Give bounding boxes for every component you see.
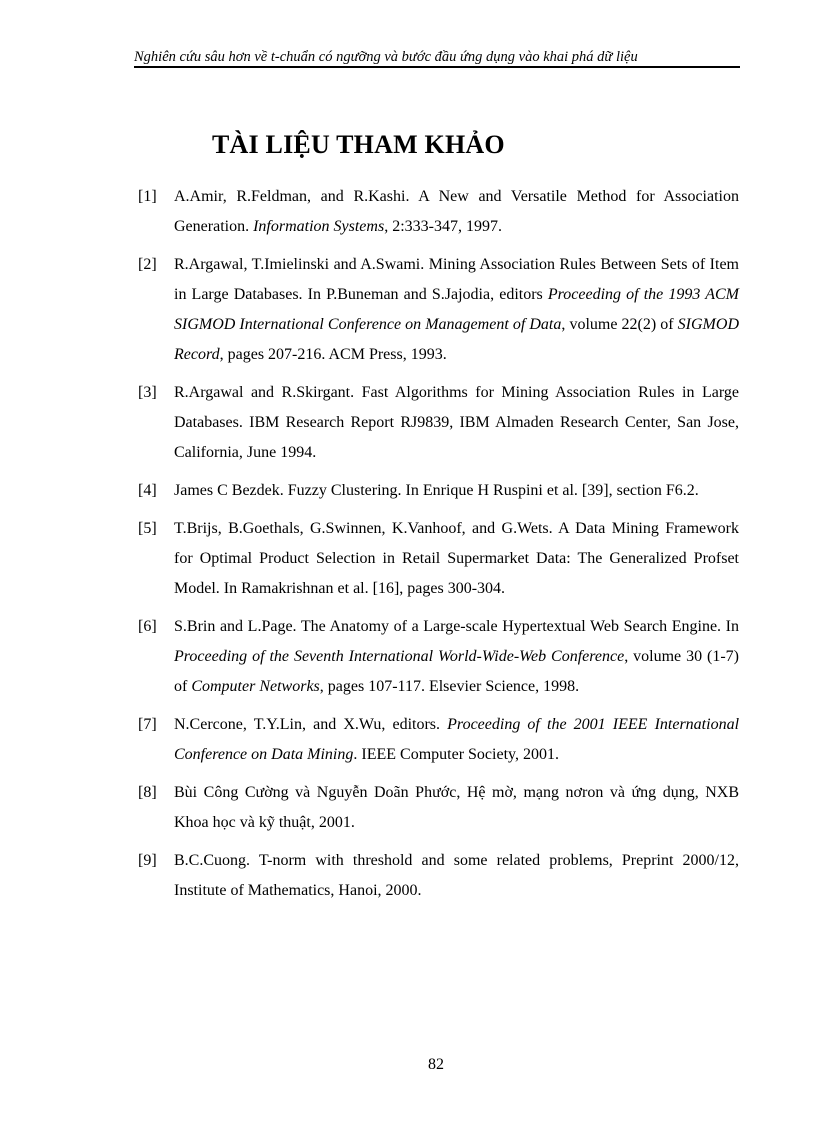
reference-number: [6] <box>138 618 157 635</box>
reference-text: Bùi Công Cường và Nguyễn Doãn Phước, Hệ mờ, mạng nơron và ứng dụng, NXB Khoa học và kỹ thuật, 2001. <box>174 784 739 831</box>
reference-italic-text: Computer Networks <box>191 678 320 695</box>
reference-item <box>138 846 739 906</box>
reference-text: R.Argawal, T.Imielinski and A.Swami. Mining Association Rules Between Sets of Item in Large Databases. In P.Buneman and S.Jajodia, editors <box>174 256 739 303</box>
reference-item <box>138 476 739 506</box>
reference-italic-text: Proceeding of the Seventh International World-Wide-Web Conference <box>174 648 625 665</box>
reference-italic-text: SIGMOD Record <box>174 316 739 363</box>
reference-list <box>138 182 739 914</box>
reference-text: T.Brijs, B.Goethals, G.Swinnen, K.Vanhoof, and G.Wets. A Data Mining Framework for Optimal Product Selection in Retail Supermarket Data: The Generalized Profset Model. In Ramakrishnan et al. [16], pages 300-304. <box>174 520 739 597</box>
reference-text: S.Brin and L.Page. The Anatomy of a Large-scale Hypertextual Web Search Engine. In <box>174 618 739 635</box>
reference-text: , volume 30 (1-7) of <box>174 648 739 695</box>
reference-text: R.Argawal and R.Skirgant. Fast Algorithms for Mining Association Rules in Large Databases. IBM Research Report RJ9839, IBM Almaden Research Center, San Jose, California, June 1994. <box>174 384 739 461</box>
reference-text: N.Cercone, T.Y.Lin, and X.Wu, editors. <box>174 716 448 733</box>
reference-number: [1] <box>138 188 157 205</box>
reference-number: [5] <box>138 520 157 537</box>
reference-item <box>138 612 739 702</box>
reference-text: , 2:333-347, 1997. <box>384 218 502 235</box>
reference-text: , pages 107-117. Elsevier Science, 1998. <box>319 678 580 695</box>
reference-text: , volume 22(2) of <box>561 316 678 333</box>
reference-number: [4] <box>138 482 157 499</box>
reference-item <box>138 514 739 604</box>
reference-text: A.Amir, R.Feldman, and R.Kashi. A New and Versatile Method for Association Generation. <box>174 188 739 235</box>
reference-italic-text: Proceeding of the 1993 ACM SIGMOD International Conference on Management of Data <box>174 286 739 333</box>
reference-item <box>138 778 739 838</box>
reference-item <box>138 710 739 770</box>
reference-number: [8] <box>138 784 157 801</box>
section-title: TÀI LIỆU THAM KHẢO <box>212 130 505 159</box>
reference-text: James C Bezdek. Fuzzy Clustering. In Enrique H Ruspini et al. [39], section F6.2. <box>174 482 699 499</box>
reference-item <box>138 250 739 370</box>
reference-item <box>138 182 739 242</box>
reference-number: [3] <box>138 384 157 401</box>
reference-italic-text: Proceeding of the 2001 IEEE International Conference on Data Mining <box>174 716 740 763</box>
reference-number: [7] <box>138 716 157 733</box>
reference-text: . IEEE Computer Society, 2001. <box>353 746 559 763</box>
reference-item <box>138 378 739 468</box>
reference-text: B.C.Cuong. T-norm with threshold and some related problems, Preprint 2000/12, Institute of Mathematics, Hanoi, 2000. <box>174 852 739 899</box>
reference-italic-text: Information Systems <box>253 218 385 235</box>
reference-text: , pages 207-216. ACM Press, 1993. <box>219 346 447 363</box>
header-rule <box>134 66 740 68</box>
running-header: Nghiên cứu sâu hơn về t-chuẩn có ngưỡng và bước đầu ứng dụng vào khai phá dữ liệu <box>134 49 638 65</box>
page-number: 82 <box>428 1056 444 1073</box>
reference-number: [2] <box>138 256 157 273</box>
reference-number: [9] <box>138 852 157 869</box>
